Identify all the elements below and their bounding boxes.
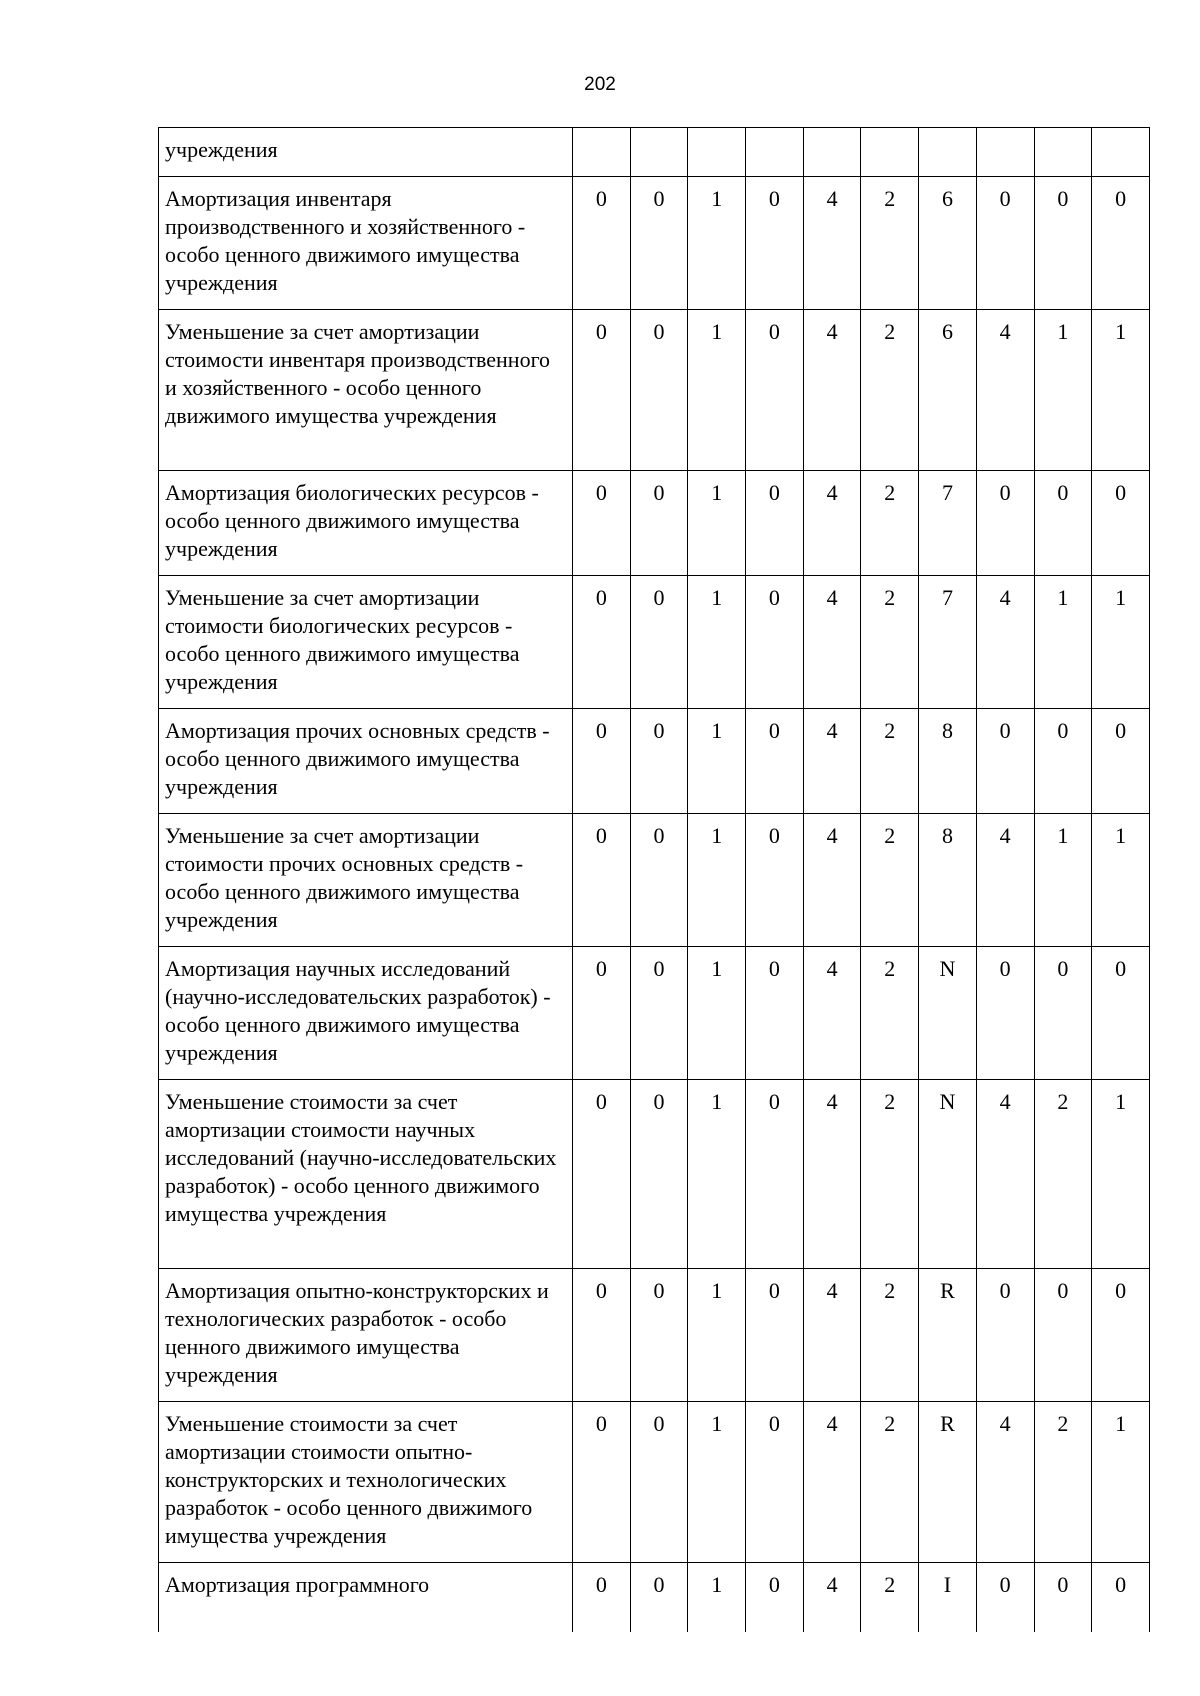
code-digit-6: 2 (861, 1269, 919, 1402)
code-digit-9: 0 (1034, 947, 1092, 1080)
code-digit-3: 1 (688, 177, 746, 310)
row-description: Уменьшение стоимости за счет амортизации стоимости опытно-конструкторских и технологических разработок - особо ценного движимого имущества учреждения (159, 1402, 573, 1563)
code-digit-3: 1 (688, 1080, 746, 1269)
code-digit-6: 2 (861, 576, 919, 709)
code-digit-8: 0 (976, 947, 1034, 1080)
code-digit-7 (919, 128, 977, 177)
code-digit-5: 4 (803, 814, 861, 947)
code-digit-10: 1 (1092, 576, 1150, 709)
code-digit-9: 2 (1034, 1402, 1092, 1563)
code-digit-8: 4 (976, 814, 1034, 947)
code-digit-7: 7 (919, 471, 977, 576)
code-digit-3: 1 (688, 947, 746, 1080)
row-description: Амортизация прочих основных средств - особо ценного движимого имущества учреждения (159, 709, 573, 814)
row-description: Амортизация биологических ресурсов - особо ценного движимого имущества учреждения (159, 471, 573, 576)
code-digit-8: 0 (976, 709, 1034, 814)
code-digit-1 (573, 128, 631, 177)
row-description: Амортизация инвентаря производственного и хозяйственного - особо ценного движимого имущества учреждения (159, 177, 573, 310)
code-digit-7: R (919, 1269, 977, 1402)
table-row (159, 1269, 1150, 1402)
code-digit-5: 4 (803, 177, 861, 310)
account-code-table-container (158, 127, 1150, 1632)
code-digit-9: 1 (1034, 576, 1092, 709)
code-digit-6: 2 (861, 471, 919, 576)
code-digit-8: 0 (976, 471, 1034, 576)
row-description: учреждения (159, 128, 573, 177)
code-digit-7: 7 (919, 576, 977, 709)
row-description: Уменьшение за счет амортизации стоимости прочих основных средств - особо ценного движимого имущества учреждения (159, 814, 573, 947)
code-digit-9: 1 (1034, 310, 1092, 471)
code-digit-4: 0 (746, 310, 804, 471)
code-digit-2: 0 (630, 1563, 688, 1633)
code-digit-2: 0 (630, 947, 688, 1080)
code-digit-3: 1 (688, 814, 746, 947)
code-digit-5: 4 (803, 1402, 861, 1563)
row-description: Амортизация опытно-конструкторских и технологических разработок - особо ценного движимого имущества учреждения (159, 1269, 573, 1402)
table-row (159, 471, 1150, 576)
code-digit-7: 6 (919, 177, 977, 310)
code-digit-10: 1 (1092, 1080, 1150, 1269)
code-digit-8: 4 (976, 576, 1034, 709)
code-digit-2: 0 (630, 1080, 688, 1269)
page-number: 202 (584, 74, 616, 95)
code-digit-6: 2 (861, 947, 919, 1080)
code-digit-1: 0 (573, 310, 631, 471)
code-digit-10: 0 (1092, 1269, 1150, 1402)
code-digit-9: 0 (1034, 709, 1092, 814)
code-digit-4: 0 (746, 1269, 804, 1402)
code-digit-7: 8 (919, 814, 977, 947)
code-digit-9: 0 (1034, 471, 1092, 576)
code-digit-1: 0 (573, 177, 631, 310)
code-digit-2: 0 (630, 709, 688, 814)
code-digit-6 (861, 128, 919, 177)
code-digit-10: 0 (1092, 471, 1150, 576)
code-digit-2: 0 (630, 576, 688, 709)
code-digit-5: 4 (803, 1269, 861, 1402)
code-digit-6: 2 (861, 1080, 919, 1269)
code-digit-10: 0 (1092, 947, 1150, 1080)
table-row (159, 310, 1150, 471)
row-description: Амортизация программного (159, 1563, 573, 1633)
table-row (159, 709, 1150, 814)
row-description: Уменьшение за счет амортизации стоимости инвентаря производственного и хозяйственного - особо ценного движимого имущества учреждения (159, 310, 573, 471)
table-row (159, 1080, 1150, 1269)
code-digit-4: 0 (746, 1563, 804, 1633)
code-digit-1: 0 (573, 471, 631, 576)
code-digit-2: 0 (630, 1402, 688, 1563)
code-digit-4: 0 (746, 709, 804, 814)
code-digit-2: 0 (630, 471, 688, 576)
code-digit-5: 4 (803, 709, 861, 814)
code-digit-9: 1 (1034, 814, 1092, 947)
code-digit-5 (803, 128, 861, 177)
table-row (159, 576, 1150, 709)
code-digit-7: R (919, 1402, 977, 1563)
code-digit-10: 0 (1092, 177, 1150, 310)
code-digit-6: 2 (861, 1563, 919, 1633)
code-digit-4: 0 (746, 1402, 804, 1563)
code-digit-1: 0 (573, 1563, 631, 1633)
code-digit-4: 0 (746, 471, 804, 576)
code-digit-4: 0 (746, 576, 804, 709)
account-code-table-body (159, 128, 1150, 1633)
row-description: Уменьшение стоимости за счет амортизации стоимости научных исследований (научно-исследовательских разработок) - особо ценного движимого имущества учреждения (159, 1080, 573, 1269)
code-digit-9: 0 (1034, 177, 1092, 310)
code-digit-6: 2 (861, 177, 919, 310)
code-digit-3 (688, 128, 746, 177)
row-description: Уменьшение за счет амортизации стоимости биологических ресурсов - особо ценного движимого имущества учреждения (159, 576, 573, 709)
table-row (159, 814, 1150, 947)
code-digit-4: 0 (746, 814, 804, 947)
table-row (159, 1563, 1150, 1633)
code-digit-5: 4 (803, 576, 861, 709)
code-digit-3: 1 (688, 576, 746, 709)
code-digit-2: 0 (630, 177, 688, 310)
code-digit-5: 4 (803, 947, 861, 1080)
code-digit-10 (1092, 128, 1150, 177)
code-digit-8: 0 (976, 1563, 1034, 1633)
code-digit-7: 6 (919, 310, 977, 471)
code-digit-9: 0 (1034, 1563, 1092, 1633)
table-row (159, 177, 1150, 310)
code-digit-3: 1 (688, 709, 746, 814)
code-digit-6: 2 (861, 1402, 919, 1563)
code-digit-8: 0 (976, 1269, 1034, 1402)
code-digit-10: 1 (1092, 1402, 1150, 1563)
code-digit-9: 0 (1034, 1269, 1092, 1402)
table-row (159, 947, 1150, 1080)
code-digit-3: 1 (688, 1563, 746, 1633)
code-digit-5: 4 (803, 310, 861, 471)
code-digit-5: 4 (803, 1563, 861, 1633)
code-digit-8 (976, 128, 1034, 177)
code-digit-6: 2 (861, 310, 919, 471)
code-digit-1: 0 (573, 709, 631, 814)
code-digit-5: 4 (803, 471, 861, 576)
code-digit-4 (746, 128, 804, 177)
table-row (159, 128, 1150, 177)
code-digit-9: 2 (1034, 1080, 1092, 1269)
code-digit-7: N (919, 1080, 977, 1269)
account-code-table (158, 127, 1150, 1632)
code-digit-1: 0 (573, 576, 631, 709)
code-digit-1: 0 (573, 1269, 631, 1402)
code-digit-3: 1 (688, 1269, 746, 1402)
code-digit-4: 0 (746, 177, 804, 310)
code-digit-2: 0 (630, 814, 688, 947)
code-digit-1: 0 (573, 814, 631, 947)
code-digit-6: 2 (861, 709, 919, 814)
code-digit-2 (630, 128, 688, 177)
code-digit-8: 4 (976, 310, 1034, 471)
code-digit-7: N (919, 947, 977, 1080)
code-digit-6: 2 (861, 814, 919, 947)
code-digit-1: 0 (573, 1402, 631, 1563)
code-digit-10: 1 (1092, 310, 1150, 471)
row-description: Амортизация научных исследований (научно-исследовательских разработок) - особо ценного движимого имущества учреждения (159, 947, 573, 1080)
code-digit-8: 4 (976, 1080, 1034, 1269)
code-digit-5: 4 (803, 1080, 861, 1269)
table-row (159, 1402, 1150, 1563)
code-digit-7: I (919, 1563, 977, 1633)
code-digit-3: 1 (688, 1402, 746, 1563)
code-digit-3: 1 (688, 310, 746, 471)
code-digit-2: 0 (630, 1269, 688, 1402)
code-digit-9 (1034, 128, 1092, 177)
code-digit-4: 0 (746, 1080, 804, 1269)
code-digit-3: 1 (688, 471, 746, 576)
code-digit-7: 8 (919, 709, 977, 814)
code-digit-4: 0 (746, 947, 804, 1080)
code-digit-1: 0 (573, 1080, 631, 1269)
code-digit-1: 0 (573, 947, 631, 1080)
code-digit-2: 0 (630, 310, 688, 471)
code-digit-8: 0 (976, 177, 1034, 310)
code-digit-10: 1 (1092, 814, 1150, 947)
code-digit-8: 4 (976, 1402, 1034, 1563)
code-digit-10: 0 (1092, 709, 1150, 814)
code-digit-10: 0 (1092, 1563, 1150, 1633)
